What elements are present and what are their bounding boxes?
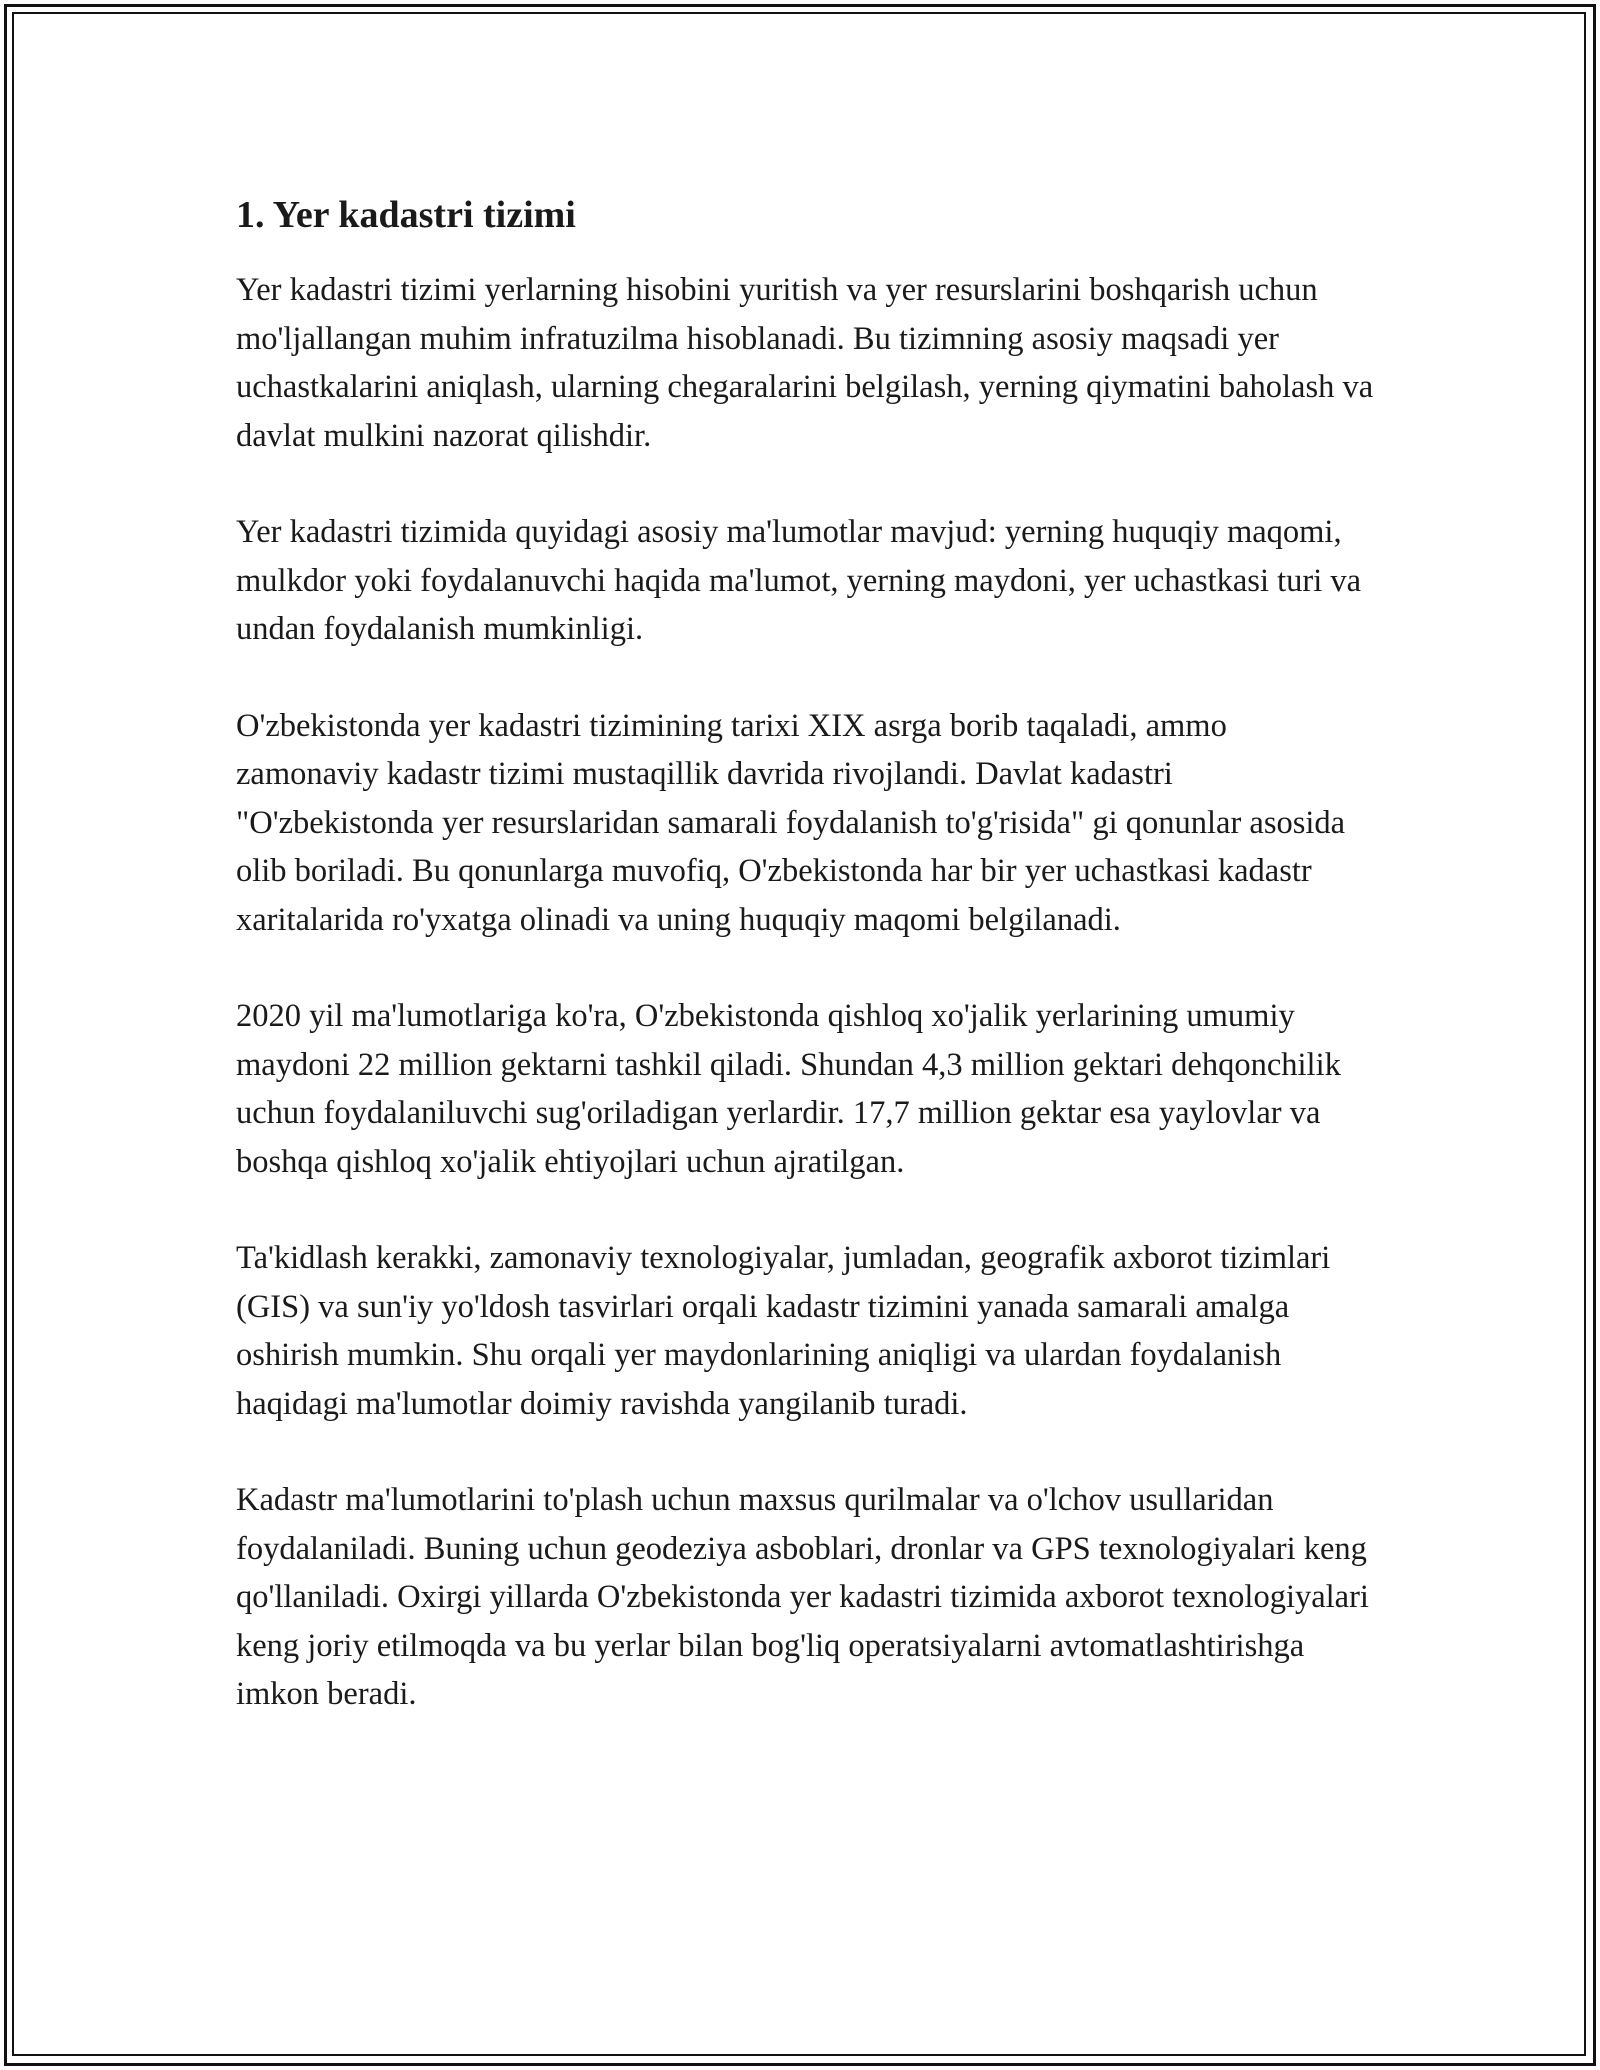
paragraph-1: Yer kadastri tizimi yerlarning hisobini yuritish va yer resurslarini boshqarish uchun mo'ljallangan muhim infratuzilma hisoblanadi. Bu tizimning asosiy maqsadi yer uchastkalarini aniqlash, ularning chegaralarini belgilash, yerning qiymatini baholash va davlat mulkini nazorat qilishdir. — [236, 272, 1374, 454]
document-body — [236, 186, 1376, 1719]
paragraph-5: Ta'kidlash kerakki, zamonaviy texnologiyalar, jumladan, geografik axborot tizimlari (GIS) va sun'iy yo'ldosh tasvirlari orqali kadastr tizimini yanada samarali amalga oshirish mumkin. Shu orqali yer maydonlarining aniqligi va ulardan foydalanish haqidagi ma'lumotlar doimiy ravishda yangilanib turadi. — [236, 1240, 1331, 1422]
paragraph-4: 2020 yil ma'lumotlariga ko'ra, O'zbekistonda qishloq xo'jalik yerlarining umumiy maydoni 22 million gektarni tashkil qiladi. Shundan 4,3 million gektari dehqonchilik uchun foydalaniluvchi sug'oriladigan yerlardir. 17,7 million gektar esa yaylovlar va boshqa qishloq xo'jalik ehtiyojlari uchun ajratilgan. — [236, 998, 1341, 1180]
paragraph-3: O'zbekistonda yer kadastri tizimining tarixi XIX asrga borib taqaladi, ammo zamonaviy kadastr tizimi mustaqillik davrida rivojlandi. Davlat kadastri "O'zbekistonda yer resurslaridan samarali foydalanish to'g'risida" gi qonunlar asosida olib boriladi. Bu qonunlarga muvofiq, O'zbekistonda har bir yer uchastkasi kadastr xaritalarida ro'yxatga olinadi va uning huquqiy maqomi belgilanadi. — [236, 707, 1346, 938]
section-heading: 1. Yer kadastri tizimi — [236, 194, 576, 236]
paragraph-6: Kadastr ma'lumotlarini to'plash uchun maxsus qurilmalar va o'lchov usullaridan foydalaniladi. Buning uchun geodeziya asboblari, dronlar va GPS texnologiyalari keng qo'llaniladi. Oxirgi yillarda O'zbekistonda yer kadastri tizimida axborot texnologiyalari keng joriy etilmoqda va bu yerlar bilan bog'liq operatsiyalarni avtomatlashtirishga imkon beradi. — [236, 1482, 1369, 1712]
paragraph-2: Yer kadastri tizimida quyidagi asosiy ma'lumotlar mavjud: yerning huquqiy maqomi, mulkdor yoki foydalanuvchi haqida ma'lumot, yerning maydoni, yer uchastkasi turi va undan foydalanish mumkinligi. — [236, 514, 1362, 647]
